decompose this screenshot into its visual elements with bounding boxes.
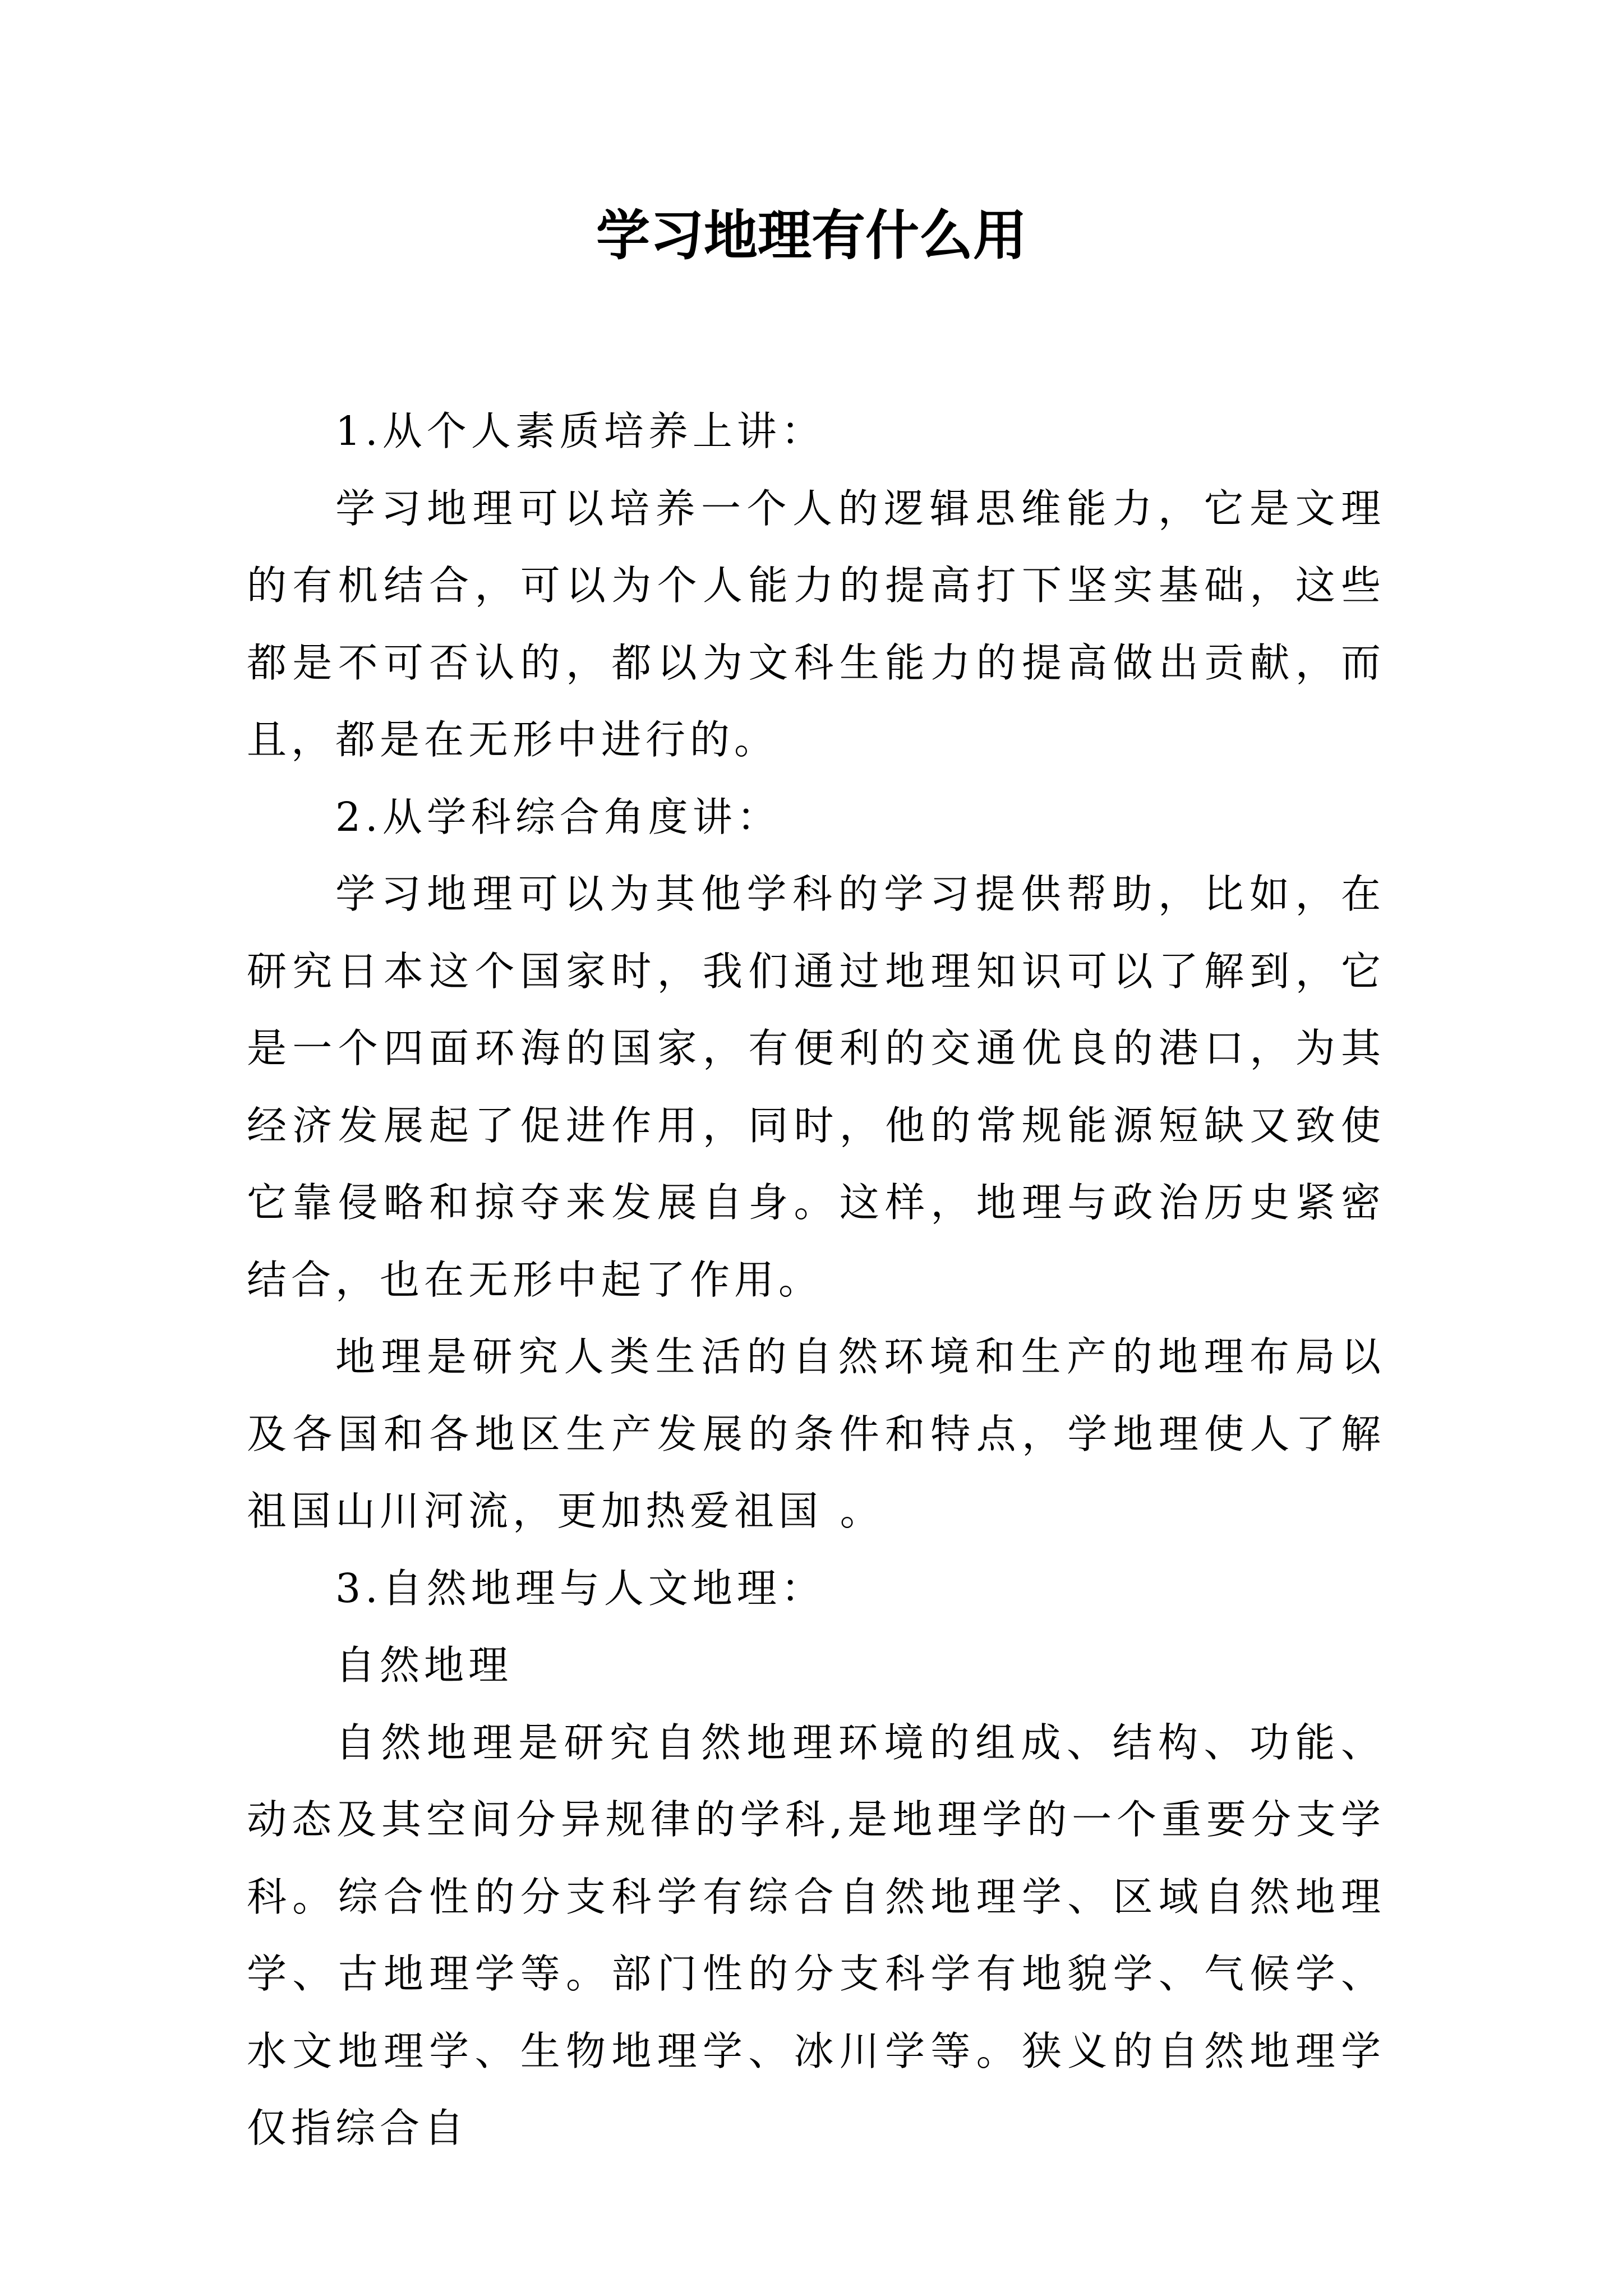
paragraph-7: 自然地理 xyxy=(335,1642,513,1688)
paragraph-3: 2.从学科综合角度讲： xyxy=(335,793,781,840)
paragraph-2: 学习地理可以培养一个人的逻辑思维能力，它是文理的有机结合，可以为个人能力的提高打下坚实基础，这些都是不可否认的，都以为文科生能力的提高做出贡献，而且，都是在无形中进行的。 xyxy=(247,485,1385,763)
paragraph-6: 3.自然地理与人文地理： xyxy=(335,1565,826,1612)
paragraph-5: 地理是研究人类生活的自然环境和生产的地理布局以及各国和各地区生产发展的条件和特点，学地理使人了解祖国山川河流，更加热爱祖国 。 xyxy=(247,1333,1385,1534)
document-body xyxy=(247,393,1385,2167)
paragraph-4: 学习地理可以为其他学科的学习提供帮助，比如，在研究日本这个国家时，我们通过地理知识可以了解到，它是一个四面环海的国家，有便利的交通优良的港口，为其经济发展起了促进作用，同时，他的常规能源短缺又致使它靠侵略和掠夺来发展自身。这样，地理与政治历史紧密结合，也在无形中起了作用。 xyxy=(247,871,1385,1303)
document-title: 学习地理有什么用 xyxy=(596,204,1027,267)
paragraph-8: 自然地理是研究自然地理环境的组成、结构、功能、动态及其空间分异规律的学科,是地理学的一个重要分支学科。综合性的分支科学有综合自然地理学、区域自然地理学、古地理学等。部门性的分支科学有地貌学、气候学、水文地理学、生物地理学、冰川学等。狭义的自然地理学仅指综合自 xyxy=(247,1719,1385,2151)
paragraph-1: 1.从个人素质培养上讲： xyxy=(335,408,826,454)
